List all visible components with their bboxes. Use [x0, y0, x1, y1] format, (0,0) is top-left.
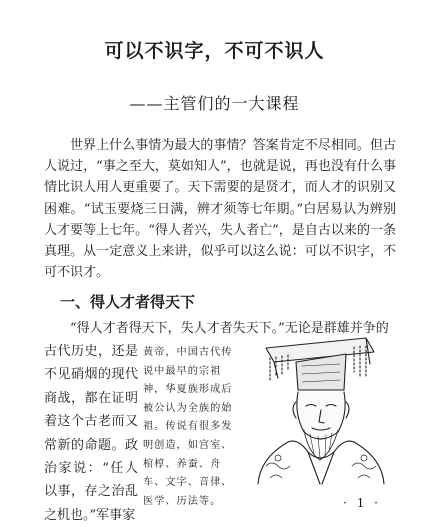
intro-text-block	[44, 135, 396, 283]
yellow-emperor-portrait	[248, 334, 393, 486]
page-number: · 1 ·	[343, 496, 381, 510]
left-column-text	[44, 340, 138, 527]
quote-line: “得人才者得天下，失人才者失天下。”无论是群雄并争的	[70, 321, 389, 336]
page-subtitle: ——主管们的一大课程	[129, 94, 300, 113]
intro-paragraph: 世界上什么事情为最大的事情？答案肯定不尽相同。但古人说过，“事之至大，莫如知人”，也就是说，再也没有什么事情比识人用人更重要了。天下需要的是贤才，而人才的识别又困难。“试玉要烧三日满，辨才须等七年期。”白居易认为辨别人才要等上七年。“得人者兴，失人者亡”，是自古以来的一条真理。从一定意义上来讲，似乎可以这么说：可以不识字，不可不识才。	[44, 138, 396, 281]
left-column-paragraph: 古代历史，还是不见硝烟的现代商战，都在证明着这个古老而又常新的命题。政治家说：“任人以事，存之治乱之机也。”军事家	[44, 344, 138, 523]
image-caption	[143, 344, 241, 511]
image-caption-text: 黄帝，中国古代传说中最早的宗祖神，华夏族形成后被公认为全族的始祖。传说有很多发明创造，如宫室、棺椁、养蚕、舟车、文字、音律、医学、历法等。	[143, 347, 233, 507]
section-heading: 一、得人才者得天下	[60, 293, 196, 311]
page-title: 可以不识字，不可不识人	[104, 40, 325, 62]
